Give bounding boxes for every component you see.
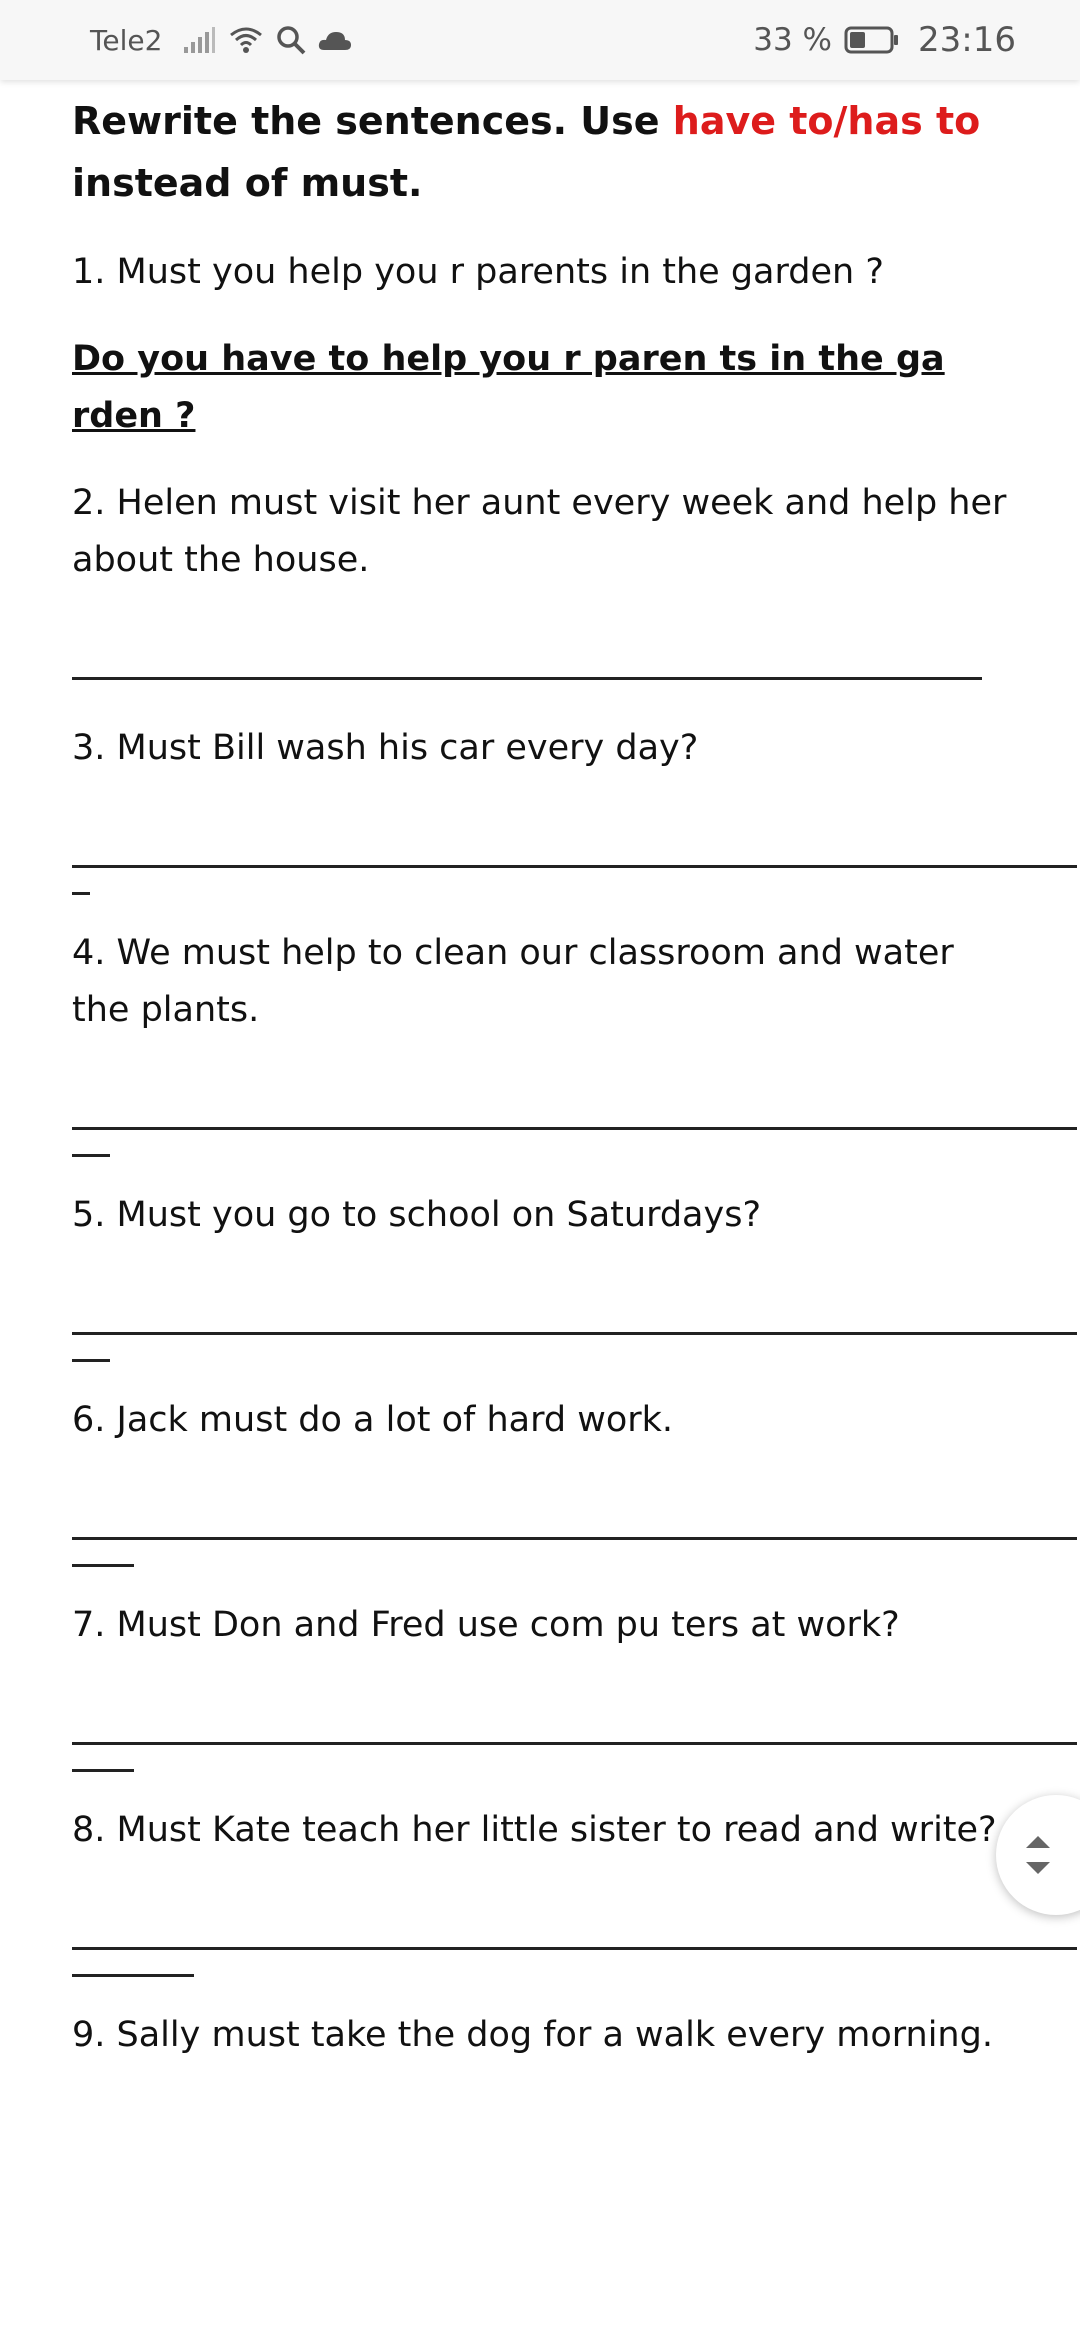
answer-line-8[interactable]: [72, 1887, 1077, 1950]
status-bar-right: [753, 20, 1016, 60]
worksheet-heading: [72, 90, 1012, 214]
question-9: 9. Sally must take the dog for a walk every morning.: [72, 2015, 993, 2055]
answer-line-8-tail: [72, 1950, 194, 1977]
question-4: 4. We must help to clean our classroom and water the plants.: [72, 933, 954, 1030]
battery-percentage: 33 %: [753, 22, 833, 58]
answer-line-2[interactable]: [72, 617, 982, 680]
carrier-name: Tele2: [90, 23, 163, 57]
cloud-icon: [318, 28, 352, 52]
status-bar-left: [90, 24, 352, 57]
wifi-icon: [228, 25, 264, 55]
clock: 23:16: [918, 20, 1016, 60]
heading-text-end: instead of must.: [72, 161, 423, 205]
question-2: 2. Helen must visit her aunt every week and help her about the house.: [72, 483, 1007, 580]
question-6: 6. Jack must do a lot of hard work.: [72, 1400, 674, 1440]
worksheet-document: [72, 80, 1012, 2064]
search-icon: [276, 25, 306, 55]
question-8: 8. Must Kate teach her little sister to read and write?: [72, 1810, 997, 1850]
heading-text-start: Rewrite the sentences. Use: [72, 99, 673, 143]
question-5: 5. Must you go to school on Saturdays?: [72, 1195, 762, 1235]
answer-line-7-tail: [72, 1745, 134, 1772]
answer-line-3[interactable]: [72, 805, 1077, 868]
answer-line-4[interactable]: [72, 1067, 1077, 1130]
battery-icon: [844, 25, 900, 55]
answer-line-4-tail: [72, 1130, 110, 1157]
sample-answer: Do you have to help you r paren ts in the ga rden ?: [72, 339, 945, 436]
question-1: 1. Must you help you r parents in the garden ?: [72, 252, 884, 292]
heading-accent-text: have to/has to: [672, 99, 981, 143]
scroll-arrows-icon: [1008, 1820, 1068, 1890]
answer-line-3-tail: [72, 868, 90, 895]
answer-line-7[interactable]: [72, 1682, 1077, 1745]
signal-icon: [182, 25, 216, 55]
status-bar: [0, 0, 1080, 80]
answer-line-6[interactable]: [72, 1477, 1077, 1540]
answer-line-6-tail: [72, 1540, 134, 1567]
answer-line-5[interactable]: [72, 1272, 1077, 1335]
question-7: 7. Must Don and Fred use com pu ters at work?: [72, 1605, 900, 1645]
question-3: 3. Must Bill wash his car every day?: [72, 728, 699, 768]
answer-line-5-tail: [72, 1335, 110, 1362]
